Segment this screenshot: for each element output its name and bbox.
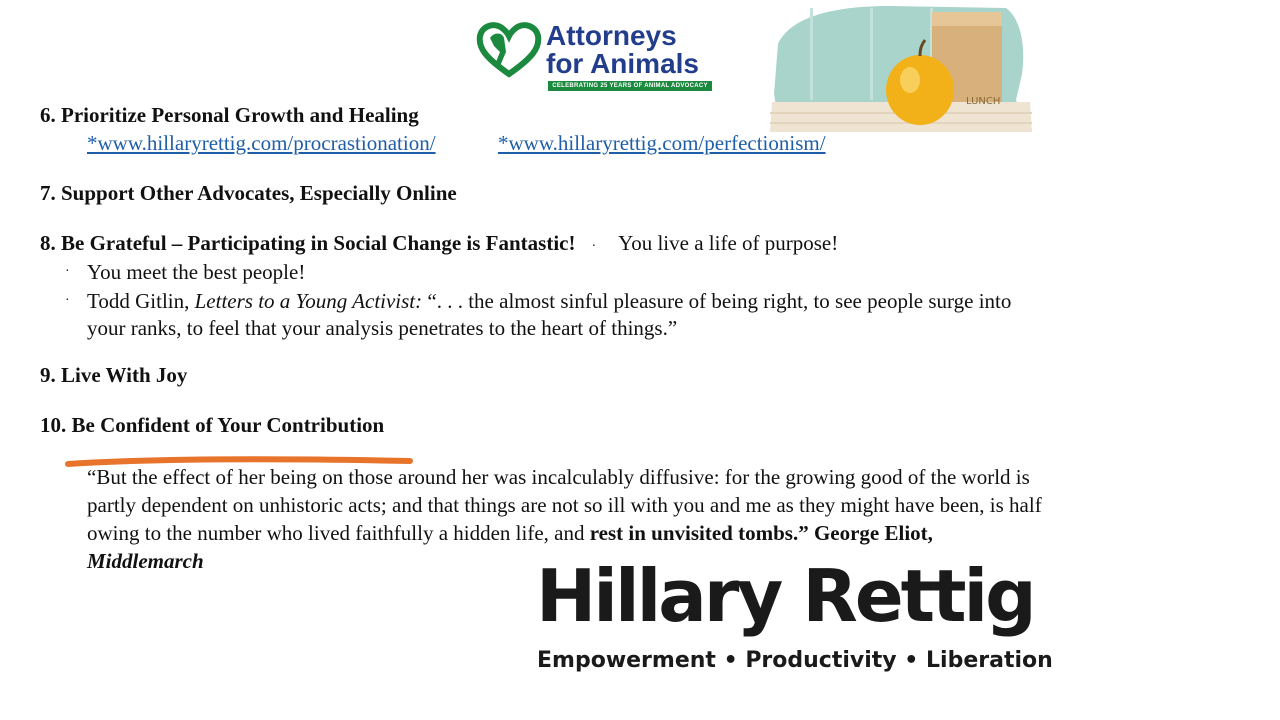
attorneys-for-animals-logo [476,20,726,92]
quote-line-3 [87,519,1207,547]
quote-line-2: partly dependent on unhistoric acts; and that things are not so ill with you and me as they might have been, is half [87,493,1042,517]
best-people-text: You meet the best people! [87,260,306,284]
quote-source-title: Middlemarch [87,549,204,573]
quote-line-1: “But the effect of her being on those around her was incalculably diffusive: for the growing good of the world is [87,465,1030,489]
gitlin-quote-line2: your ranks, to feel that your analysis penetrates to the heart of things.” [87,316,678,340]
hillary-rettig-logo: Hillary Rettig [536,554,1034,638]
purpose-text: You live a life of purpose! [618,231,839,255]
lunch-box-label: LUNCH [966,96,1001,107]
quote-line-3-bold: rest in unvisited tombs.” George Eliot, [589,521,933,545]
section-6-heading: 6. Prioritize Personal Growth and Healing [40,103,419,127]
section-7-heading: 7. Support Other Advocates, Especially Online [40,181,457,205]
quote-line-3-plain: owing to the number who lived faithfully a hidden life, and [87,521,590,545]
afa-line2: for Animals [546,48,699,79]
section-8-heading-row [40,231,838,257]
afa-line1: Attorneys [546,20,677,51]
gitlin-book-title: Letters to a Young Activist: [194,289,423,313]
gitlin-quote-start: “. . . the almost sinful pleasure of being right, to see people surge into [427,289,1012,313]
section-10-heading: 10. Be Confident of Your Contribution [40,413,385,437]
section-8-heading: 8. Be Grateful – Participating in Social Change is Fantastic! [40,231,576,255]
gitlin-quote-line1 [87,289,1011,314]
bullet-dot: · [591,239,597,254]
lunch-apple-photo [770,4,1032,132]
perfectionism-link[interactable]: *www.hillaryrettig.com/perfectionism/ [498,131,826,155]
heart-horse-icon [476,22,542,78]
gitlin-author: Todd Gitlin, [87,289,190,313]
bullet-dot: · [65,264,70,279]
procrastination-link[interactable]: *www.hillaryrettig.com/procrastionation/ [87,131,436,155]
hillary-rettig-tagline: Empowerment • Productivity • Liberation [537,648,1053,673]
section-9-heading: 9. Live With Joy [40,363,188,387]
bullet-dot: · [65,293,70,308]
afa-tagline: CELEBRATING 25 YEARS OF ANIMAL ADVOCACY [548,81,712,91]
